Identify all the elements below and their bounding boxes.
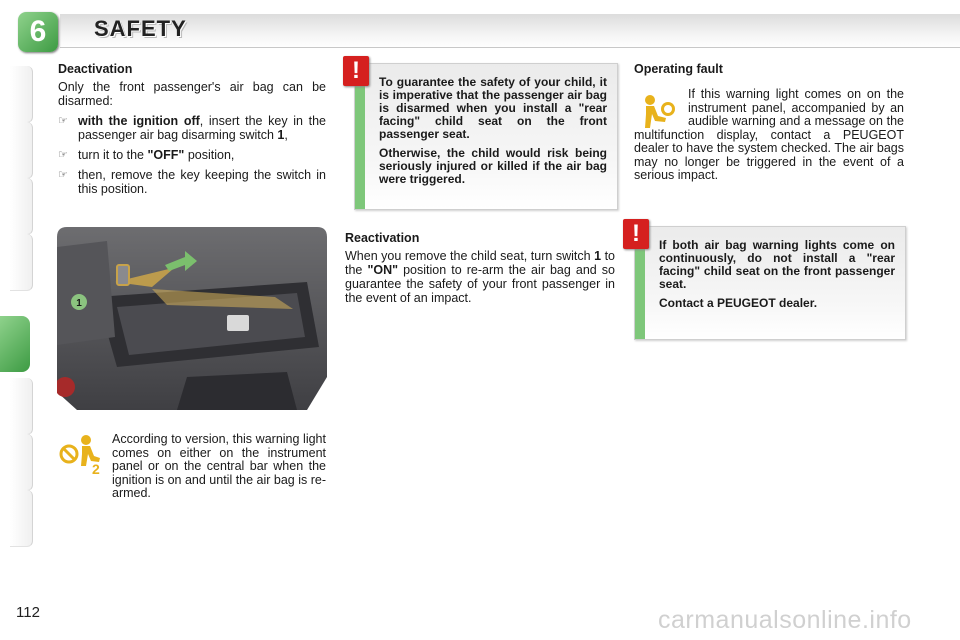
airbag-switch-photo — [57, 227, 327, 410]
chapter-badge: 6 — [18, 12, 58, 52]
chapter-tab[interactable] — [10, 178, 33, 235]
deactivation-intro: Only the front passenger's air bag can be disarmed: — [58, 80, 326, 108]
warning-paragraph: Contact a PEUGEOT dealer. — [659, 296, 818, 310]
pointing-hand-icon: ☞ — [58, 169, 68, 181]
page-number: 112 — [16, 604, 40, 621]
airbag-off-warning-icon — [58, 432, 106, 476]
chapter-tab[interactable] — [10, 378, 33, 435]
warning-paragraph: If both air bag warning lights come on continuously, do not install a "rear facing" child seat on the front passenger seat. — [659, 238, 895, 291]
deactivation-steps — [58, 114, 326, 196]
svg-text:2: 2 — [92, 461, 100, 476]
chapter-tabs — [0, 66, 34, 576]
warning-paragraph: To guarantee the safety of your child, it is imperative that the passenger air bag is disarmed when you install a "rear facing" child seat on the front passenger seat. — [379, 75, 607, 141]
operating-fault-section — [634, 62, 904, 80]
switch-callout: 1 — [76, 298, 82, 309]
reactivation-section — [345, 231, 615, 305]
airbag-warning-icon — [636, 92, 680, 132]
chapter-tab[interactable] — [10, 122, 33, 179]
chapter-tab[interactable] — [10, 66, 33, 123]
step-item: ☞ then, remove the key keeping the switch in this position. — [58, 168, 326, 196]
warning-paragraph: Otherwise, the child would risk being seriously injured or killed if the air bag were triggered. — [379, 146, 607, 186]
section-title: SAFETY — [94, 16, 187, 41]
deactivation-title: Deactivation — [58, 62, 133, 76]
pointing-hand-icon: ☞ — [58, 149, 68, 161]
exclamation-icon: ! — [343, 56, 369, 86]
header-bar — [60, 14, 960, 48]
both-lights-warning — [632, 220, 906, 340]
operating-fault-text: If this warning light comes on on the instrument panel, accompanied by an audible warning and a message on the multifunction display, contact a PEUGEOT dealer to have the system checked. The air bags may no longer be triggered in the event of a serious impact. — [634, 87, 904, 182]
operating-fault-title: Operating fault — [634, 62, 723, 76]
deactivation-section — [58, 62, 326, 202]
pointing-hand-icon: ☞ — [58, 115, 68, 127]
chapter-tab-active[interactable] — [0, 316, 30, 372]
reactivation-text: When you remove the child seat, turn switch 1 to the "ON" position to re-arm the air bag and so guarantee the safety of your front passenger in the event of an impact. — [345, 249, 615, 305]
child-safety-warning — [352, 57, 618, 210]
chapter-tab[interactable] — [10, 234, 33, 291]
step-item: ☞ with the ignition off, insert the key in the passenger air bag disarming switch 1, — [58, 114, 326, 142]
chapter-tab[interactable] — [10, 490, 33, 547]
header-divider — [60, 47, 960, 48]
chapter-tab[interactable] — [10, 434, 33, 491]
step-item: ☞ turn it to the "OFF" position, — [58, 148, 235, 162]
version-note: According to version, this warning light comes on either on the instrument panel or on the central bar when the ignition is on and until the air bag is re-armed. — [112, 432, 327, 500]
reactivation-title: Reactivation — [345, 231, 420, 245]
exclamation-icon: ! — [623, 219, 649, 249]
watermark: carmanualsonline.info — [658, 606, 912, 634]
